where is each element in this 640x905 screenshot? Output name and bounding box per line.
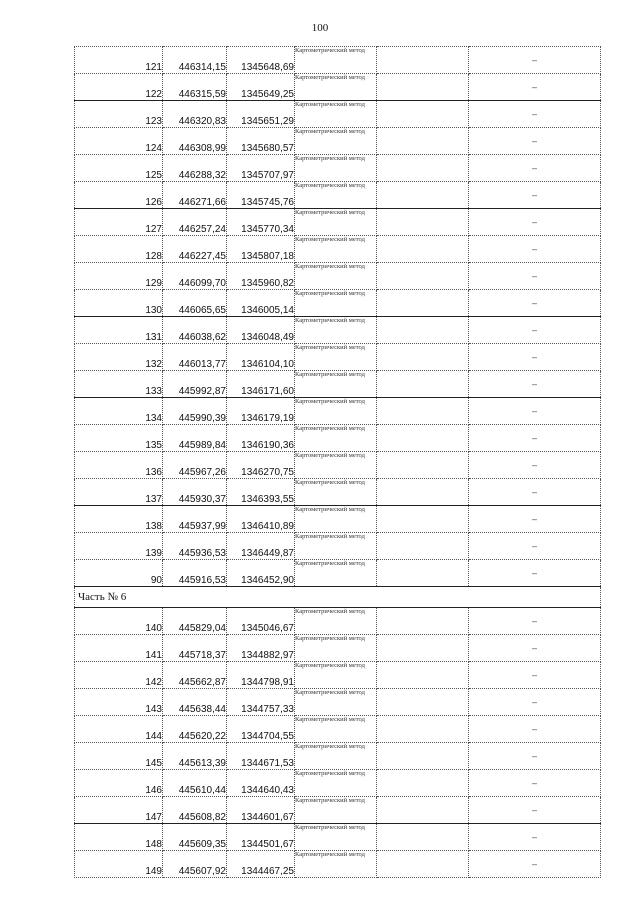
dash-cell: – [469, 533, 601, 560]
empty-cell [377, 182, 469, 209]
table-row [75, 74, 601, 101]
dash-cell: – [469, 797, 601, 824]
point-number-cell: 145 [75, 743, 163, 770]
dash-cell: – [469, 608, 601, 635]
dash-cell: – [469, 479, 601, 506]
method-cell: Картометрический метод [295, 824, 377, 851]
table-row [75, 689, 601, 716]
point-number-cell: 122 [75, 74, 163, 101]
y-coordinate-cell: 1345680,57 [227, 128, 295, 155]
method-cell: Картометрический метод [295, 743, 377, 770]
point-number-cell: 132 [75, 344, 163, 371]
x-coordinate-cell: 445609,35 [163, 824, 227, 851]
point-number-cell: 141 [75, 635, 163, 662]
point-number-cell: 139 [75, 533, 163, 560]
empty-cell [377, 506, 469, 533]
x-coordinate-cell: 445608,82 [163, 797, 227, 824]
empty-cell [377, 290, 469, 317]
empty-cell [377, 824, 469, 851]
x-coordinate-cell: 445990,39 [163, 398, 227, 425]
point-number-cell: 138 [75, 506, 163, 533]
dash-cell: – [469, 743, 601, 770]
empty-cell [377, 101, 469, 128]
empty-cell [377, 560, 469, 587]
table-row [75, 797, 601, 824]
table-row [75, 155, 601, 182]
y-coordinate-cell: 1345707,97 [227, 155, 295, 182]
table-row [75, 317, 601, 344]
y-coordinate-cell: 1345046,67 [227, 608, 295, 635]
method-cell: Картометрический метод [295, 101, 377, 128]
method-cell: Картометрический метод [295, 533, 377, 560]
empty-cell [377, 689, 469, 716]
method-cell: Картометрический метод [295, 128, 377, 155]
method-cell: Картометрический метод [295, 506, 377, 533]
dash-cell: – [469, 851, 601, 878]
x-coordinate-cell: 446257,24 [163, 209, 227, 236]
table-row [75, 128, 601, 155]
table-row [75, 479, 601, 506]
method-cell: Картометрический метод [295, 263, 377, 290]
table-row [75, 662, 601, 689]
y-coordinate-cell: 1346410,89 [227, 506, 295, 533]
dash-cell: – [469, 182, 601, 209]
method-cell: Картометрический метод [295, 425, 377, 452]
point-number-cell: 123 [75, 101, 163, 128]
x-coordinate-cell: 445610,44 [163, 770, 227, 797]
dash-cell: – [469, 74, 601, 101]
table-row [75, 743, 601, 770]
dash-cell: – [469, 128, 601, 155]
x-coordinate-cell: 445638,44 [163, 689, 227, 716]
page-number: 100 [311, 22, 329, 34]
table-row [75, 371, 601, 398]
table-row [75, 263, 601, 290]
method-cell: Картометрический метод [295, 371, 377, 398]
dash-cell: – [469, 662, 601, 689]
dash-cell: – [469, 209, 601, 236]
empty-cell [377, 425, 469, 452]
x-coordinate-cell: 445989,84 [163, 425, 227, 452]
point-number-cell: 124 [75, 128, 163, 155]
empty-cell [377, 479, 469, 506]
x-coordinate-cell: 445718,37 [163, 635, 227, 662]
dash-cell: – [469, 452, 601, 479]
empty-cell [377, 743, 469, 770]
table-row [75, 236, 601, 263]
point-number-cell: 128 [75, 236, 163, 263]
y-coordinate-cell: 1346270,75 [227, 452, 295, 479]
x-coordinate-cell: 445607,92 [163, 851, 227, 878]
x-coordinate-cell: 446038,62 [163, 317, 227, 344]
x-coordinate-cell: 445930,37 [163, 479, 227, 506]
method-cell: Картометрический метод [295, 608, 377, 635]
point-number-cell: 149 [75, 851, 163, 878]
method-cell: Картометрический метод [295, 797, 377, 824]
y-coordinate-cell: 1346005,14 [227, 290, 295, 317]
y-coordinate-cell: 1346190,36 [227, 425, 295, 452]
table-row [75, 344, 601, 371]
table-row [75, 209, 601, 236]
point-number-cell: 133 [75, 371, 163, 398]
point-number-cell: 143 [75, 689, 163, 716]
point-number-cell: 90 [75, 560, 163, 587]
point-number-cell: 134 [75, 398, 163, 425]
x-coordinate-cell: 445662,87 [163, 662, 227, 689]
table-row [75, 824, 601, 851]
empty-cell [377, 47, 469, 74]
y-coordinate-cell: 1346104,10 [227, 344, 295, 371]
dash-cell: – [469, 101, 601, 128]
method-cell: Картометрический метод [295, 851, 377, 878]
y-coordinate-cell: 1346452,90 [227, 560, 295, 587]
x-coordinate-cell: 446271,66 [163, 182, 227, 209]
dash-cell: – [469, 770, 601, 797]
method-cell: Картометрический метод [295, 452, 377, 479]
x-coordinate-cell: 445967,26 [163, 452, 227, 479]
empty-cell [377, 317, 469, 344]
empty-cell [377, 398, 469, 425]
empty-cell [377, 236, 469, 263]
x-coordinate-cell: 446099,70 [163, 263, 227, 290]
dash-cell: – [469, 824, 601, 851]
method-cell: Картометрический метод [295, 344, 377, 371]
empty-cell [377, 608, 469, 635]
empty-cell [377, 263, 469, 290]
x-coordinate-cell: 445916,53 [163, 560, 227, 587]
method-cell: Картометрический метод [295, 155, 377, 182]
method-cell: Картометрический метод [295, 74, 377, 101]
empty-cell [377, 662, 469, 689]
method-cell: Картометрический метод [295, 770, 377, 797]
method-cell: Картометрический метод [295, 209, 377, 236]
table-row [75, 506, 601, 533]
empty-cell [377, 209, 469, 236]
y-coordinate-cell: 1344757,33 [227, 689, 295, 716]
y-coordinate-cell: 1346179,19 [227, 398, 295, 425]
dash-cell: – [469, 317, 601, 344]
table-row [75, 533, 601, 560]
table-row [75, 851, 601, 878]
y-coordinate-cell: 1344671,53 [227, 743, 295, 770]
y-coordinate-cell: 1346171,60 [227, 371, 295, 398]
empty-cell [377, 770, 469, 797]
empty-cell [377, 797, 469, 824]
dash-cell: – [469, 236, 601, 263]
coordinates-table [74, 46, 601, 878]
y-coordinate-cell: 1344640,43 [227, 770, 295, 797]
x-coordinate-cell: 446013,77 [163, 344, 227, 371]
method-cell: Картометрический метод [295, 662, 377, 689]
y-coordinate-cell: 1345770,34 [227, 209, 295, 236]
y-coordinate-cell: 1345648,69 [227, 47, 295, 74]
method-cell: Картометрический метод [295, 560, 377, 587]
x-coordinate-cell: 445992,87 [163, 371, 227, 398]
dash-cell: – [469, 344, 601, 371]
y-coordinate-cell: 1344798,91 [227, 662, 295, 689]
point-number-cell: 148 [75, 824, 163, 851]
point-number-cell: 135 [75, 425, 163, 452]
empty-cell [377, 371, 469, 398]
y-coordinate-cell: 1344501,67 [227, 824, 295, 851]
y-coordinate-cell: 1344882,97 [227, 635, 295, 662]
point-number-cell: 144 [75, 716, 163, 743]
dash-cell: – [469, 716, 601, 743]
empty-cell [377, 716, 469, 743]
x-coordinate-cell: 446308,99 [163, 128, 227, 155]
dash-cell: – [469, 371, 601, 398]
y-coordinate-cell: 1346393,55 [227, 479, 295, 506]
x-coordinate-cell: 446320,83 [163, 101, 227, 128]
dash-cell: – [469, 47, 601, 74]
table-row [75, 452, 601, 479]
y-coordinate-cell: 1344601,67 [227, 797, 295, 824]
section-header-row [75, 587, 601, 608]
y-coordinate-cell: 1346449,87 [227, 533, 295, 560]
point-number-cell: 130 [75, 290, 163, 317]
y-coordinate-cell: 1346048,49 [227, 317, 295, 344]
table-row [75, 290, 601, 317]
dash-cell: – [469, 689, 601, 716]
x-coordinate-cell: 446315,59 [163, 74, 227, 101]
point-number-cell: 142 [75, 662, 163, 689]
dash-cell: – [469, 506, 601, 533]
method-cell: Картометрический метод [295, 479, 377, 506]
table-row [75, 608, 601, 635]
method-cell: Картометрический метод [295, 182, 377, 209]
table-row [75, 182, 601, 209]
table-row [75, 47, 601, 74]
x-coordinate-cell: 445613,39 [163, 743, 227, 770]
empty-cell [377, 155, 469, 182]
dash-cell: – [469, 398, 601, 425]
table-row [75, 425, 601, 452]
dash-cell: – [469, 425, 601, 452]
point-number-cell: 140 [75, 608, 163, 635]
x-coordinate-cell: 445936,53 [163, 533, 227, 560]
point-number-cell: 121 [75, 47, 163, 74]
table-row [75, 716, 601, 743]
x-coordinate-cell: 445829,04 [163, 608, 227, 635]
table-row [75, 770, 601, 797]
method-cell: Картометрический метод [295, 47, 377, 74]
table-row [75, 560, 601, 587]
x-coordinate-cell: 445620,22 [163, 716, 227, 743]
point-number-cell: 131 [75, 317, 163, 344]
y-coordinate-cell: 1345745,76 [227, 182, 295, 209]
x-coordinate-cell: 445937,99 [163, 506, 227, 533]
point-number-cell: 147 [75, 797, 163, 824]
x-coordinate-cell: 446288,32 [163, 155, 227, 182]
dash-cell: – [469, 635, 601, 662]
method-cell: Картометрический метод [295, 716, 377, 743]
empty-cell [377, 635, 469, 662]
dash-cell: – [469, 290, 601, 317]
dash-cell: – [469, 560, 601, 587]
y-coordinate-cell: 1345807,18 [227, 236, 295, 263]
point-number-cell: 125 [75, 155, 163, 182]
point-number-cell: 129 [75, 263, 163, 290]
empty-cell [377, 344, 469, 371]
y-coordinate-cell: 1345960,82 [227, 263, 295, 290]
method-cell: Картометрический метод [295, 635, 377, 662]
point-number-cell: 137 [75, 479, 163, 506]
method-cell: Картометрический метод [295, 290, 377, 317]
y-coordinate-cell: 1345649,25 [227, 74, 295, 101]
empty-cell [377, 851, 469, 878]
empty-cell [377, 452, 469, 479]
point-number-cell: 127 [75, 209, 163, 236]
empty-cell [377, 533, 469, 560]
dash-cell: – [469, 263, 601, 290]
method-cell: Картометрический метод [295, 317, 377, 344]
y-coordinate-cell: 1345651,29 [227, 101, 295, 128]
empty-cell [377, 74, 469, 101]
x-coordinate-cell: 446065,65 [163, 290, 227, 317]
y-coordinate-cell: 1344704,55 [227, 716, 295, 743]
point-number-cell: 126 [75, 182, 163, 209]
method-cell: Картометрический метод [295, 236, 377, 263]
table-row [75, 398, 601, 425]
table-row [75, 635, 601, 662]
method-cell: Картометрический метод [295, 398, 377, 425]
point-number-cell: 136 [75, 452, 163, 479]
x-coordinate-cell: 446314,15 [163, 47, 227, 74]
table-row [75, 101, 601, 128]
x-coordinate-cell: 446227,45 [163, 236, 227, 263]
dash-cell: – [469, 155, 601, 182]
y-coordinate-cell: 1344467,25 [227, 851, 295, 878]
empty-cell [377, 128, 469, 155]
method-cell: Картометрический метод [295, 689, 377, 716]
point-number-cell: 146 [75, 770, 163, 797]
section-title: Часть № 6 [75, 587, 601, 608]
